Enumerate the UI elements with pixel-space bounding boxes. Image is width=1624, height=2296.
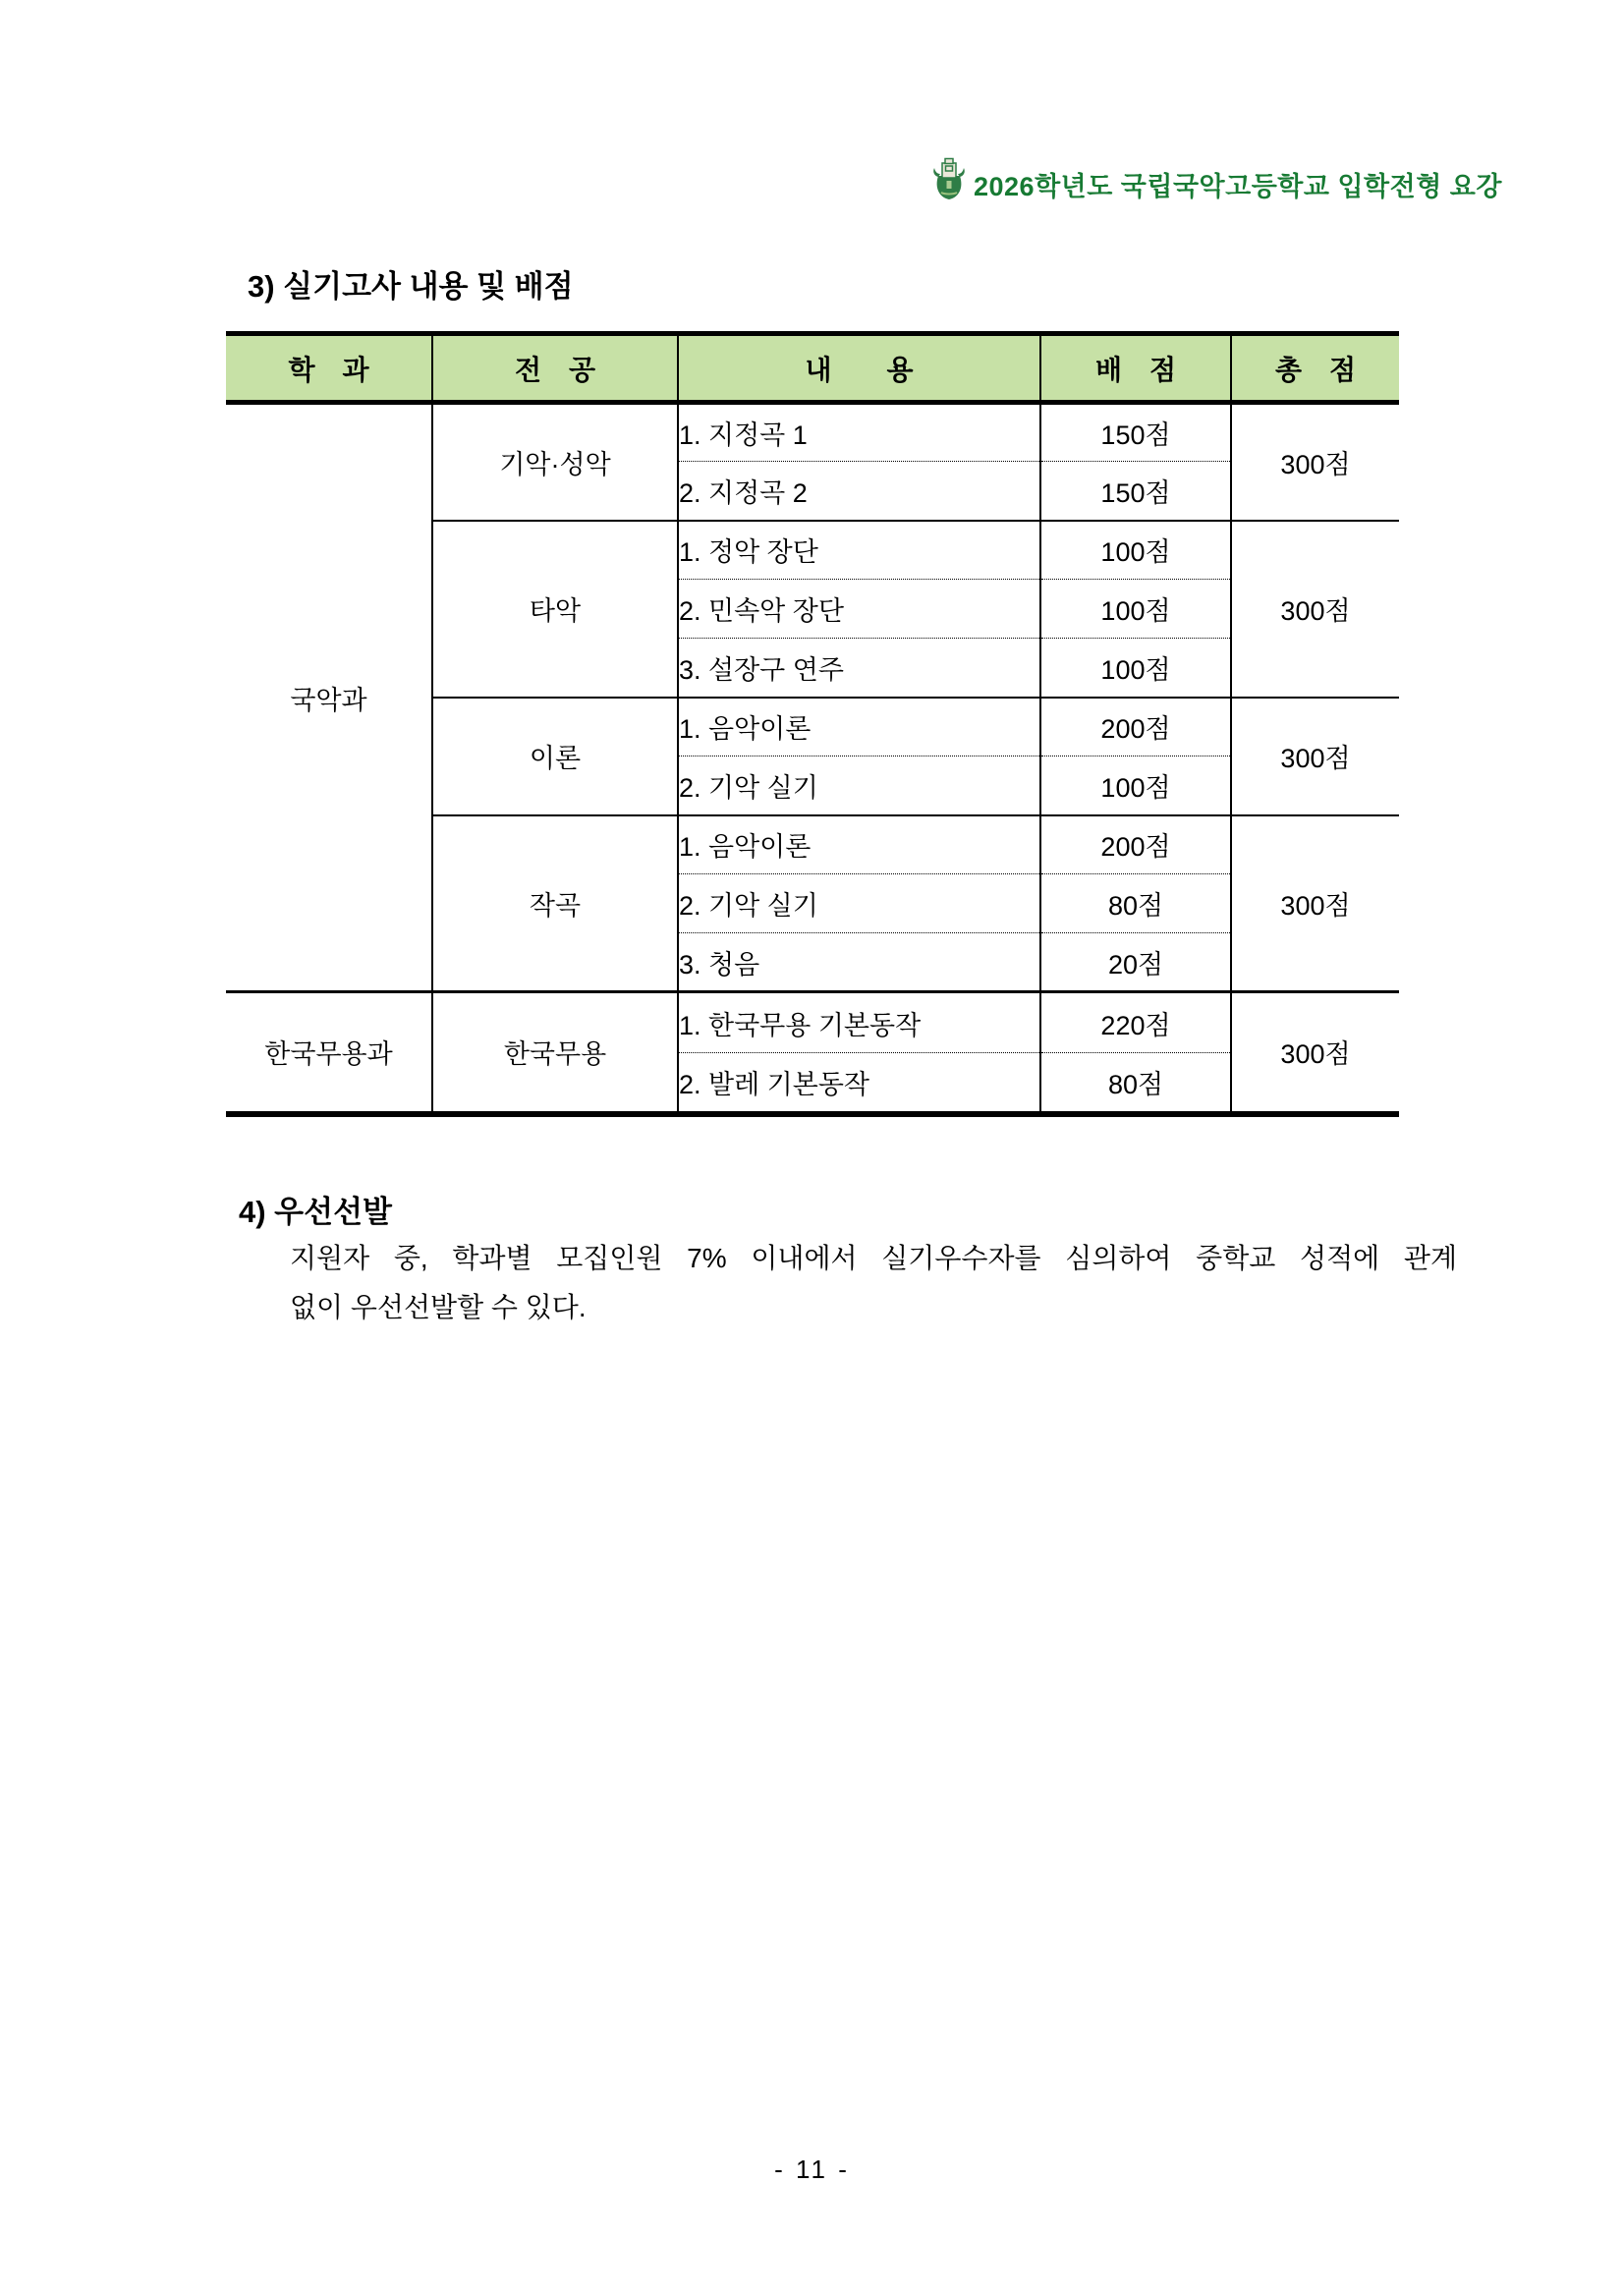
score-cell: 200점 xyxy=(1040,815,1231,874)
practical-exam-table xyxy=(226,331,1399,1117)
content-cell: 2. 지정곡 2 xyxy=(678,462,1040,521)
section4-body-line1: 지원자 중, 학과별 모집인원 7% 이내에서 실기우수자를 심의하여 중학교 성적에 관계 xyxy=(290,1243,1457,1273)
total-cell: 300점 xyxy=(1231,521,1399,698)
score-cell: 100점 xyxy=(1040,756,1231,815)
table-header-row xyxy=(226,334,1399,403)
score-cell: 100점 xyxy=(1040,521,1231,580)
dept-cell-gugak: 국악과 xyxy=(226,403,432,992)
total-cell: 300점 xyxy=(1231,698,1399,815)
col-header-content: 내 용 xyxy=(678,334,1040,403)
total-cell: 300점 xyxy=(1231,992,1399,1114)
score-cell: 100점 xyxy=(1040,639,1231,698)
score-cell: 100점 xyxy=(1040,580,1231,639)
col-header-department: 학 과 xyxy=(226,334,432,403)
dept-cell-dance: 한국무용과 xyxy=(226,992,432,1114)
score-cell: 150점 xyxy=(1040,403,1231,462)
major-cell: 이론 xyxy=(432,698,678,815)
document-header xyxy=(931,157,1502,211)
col-header-total: 총 점 xyxy=(1231,334,1399,403)
score-cell: 80점 xyxy=(1040,874,1231,933)
content-cell: 3. 설장구 연주 xyxy=(678,639,1040,698)
content-cell: 3. 청음 xyxy=(678,933,1040,992)
content-cell: 1. 지정곡 1 xyxy=(678,403,1040,462)
content-cell: 1. 정악 장단 xyxy=(678,521,1040,580)
section3-title: 3) 실기고사 내용 및 배점 xyxy=(248,269,574,304)
content-cell: 2. 발레 기본동작 xyxy=(678,1053,1040,1114)
table-row xyxy=(226,403,1399,462)
col-header-points: 배 점 xyxy=(1040,334,1231,403)
total-cell: 300점 xyxy=(1231,403,1399,521)
section4-body xyxy=(290,1234,1457,1332)
content-cell: 2. 민속악 장단 xyxy=(678,580,1040,639)
section4-title: 4) 우선선발 xyxy=(239,1195,392,1229)
content-cell: 1. 음악이론 xyxy=(678,698,1040,756)
score-cell: 200점 xyxy=(1040,698,1231,756)
table-row xyxy=(226,992,1399,1053)
col-header-major: 전 공 xyxy=(432,334,678,403)
major-cell: 한국무용 xyxy=(432,992,678,1114)
content-cell: 2. 기악 실기 xyxy=(678,756,1040,815)
score-cell: 220점 xyxy=(1040,992,1231,1053)
content-cell: 1. 한국무용 기본동작 xyxy=(678,992,1040,1053)
content-cell: 2. 기악 실기 xyxy=(678,874,1040,933)
score-cell: 150점 xyxy=(1040,462,1231,521)
section4-body-line2: 없이 우선선발할 수 있다. xyxy=(290,1292,587,1322)
score-cell: 20점 xyxy=(1040,933,1231,992)
major-cell: 타악 xyxy=(432,521,678,698)
score-cell: 80점 xyxy=(1040,1053,1231,1114)
document-header-title: 2026학년도 국립국악고등학교 입학전형 요강 xyxy=(974,172,1502,201)
major-cell: 기악·성악 xyxy=(432,403,678,521)
content-cell: 1. 음악이론 xyxy=(678,815,1040,874)
major-cell: 작곡 xyxy=(432,815,678,992)
page-number: - 11 - xyxy=(774,2155,850,2184)
total-cell: 300점 xyxy=(1231,815,1399,992)
school-emblem-icon xyxy=(931,157,967,211)
